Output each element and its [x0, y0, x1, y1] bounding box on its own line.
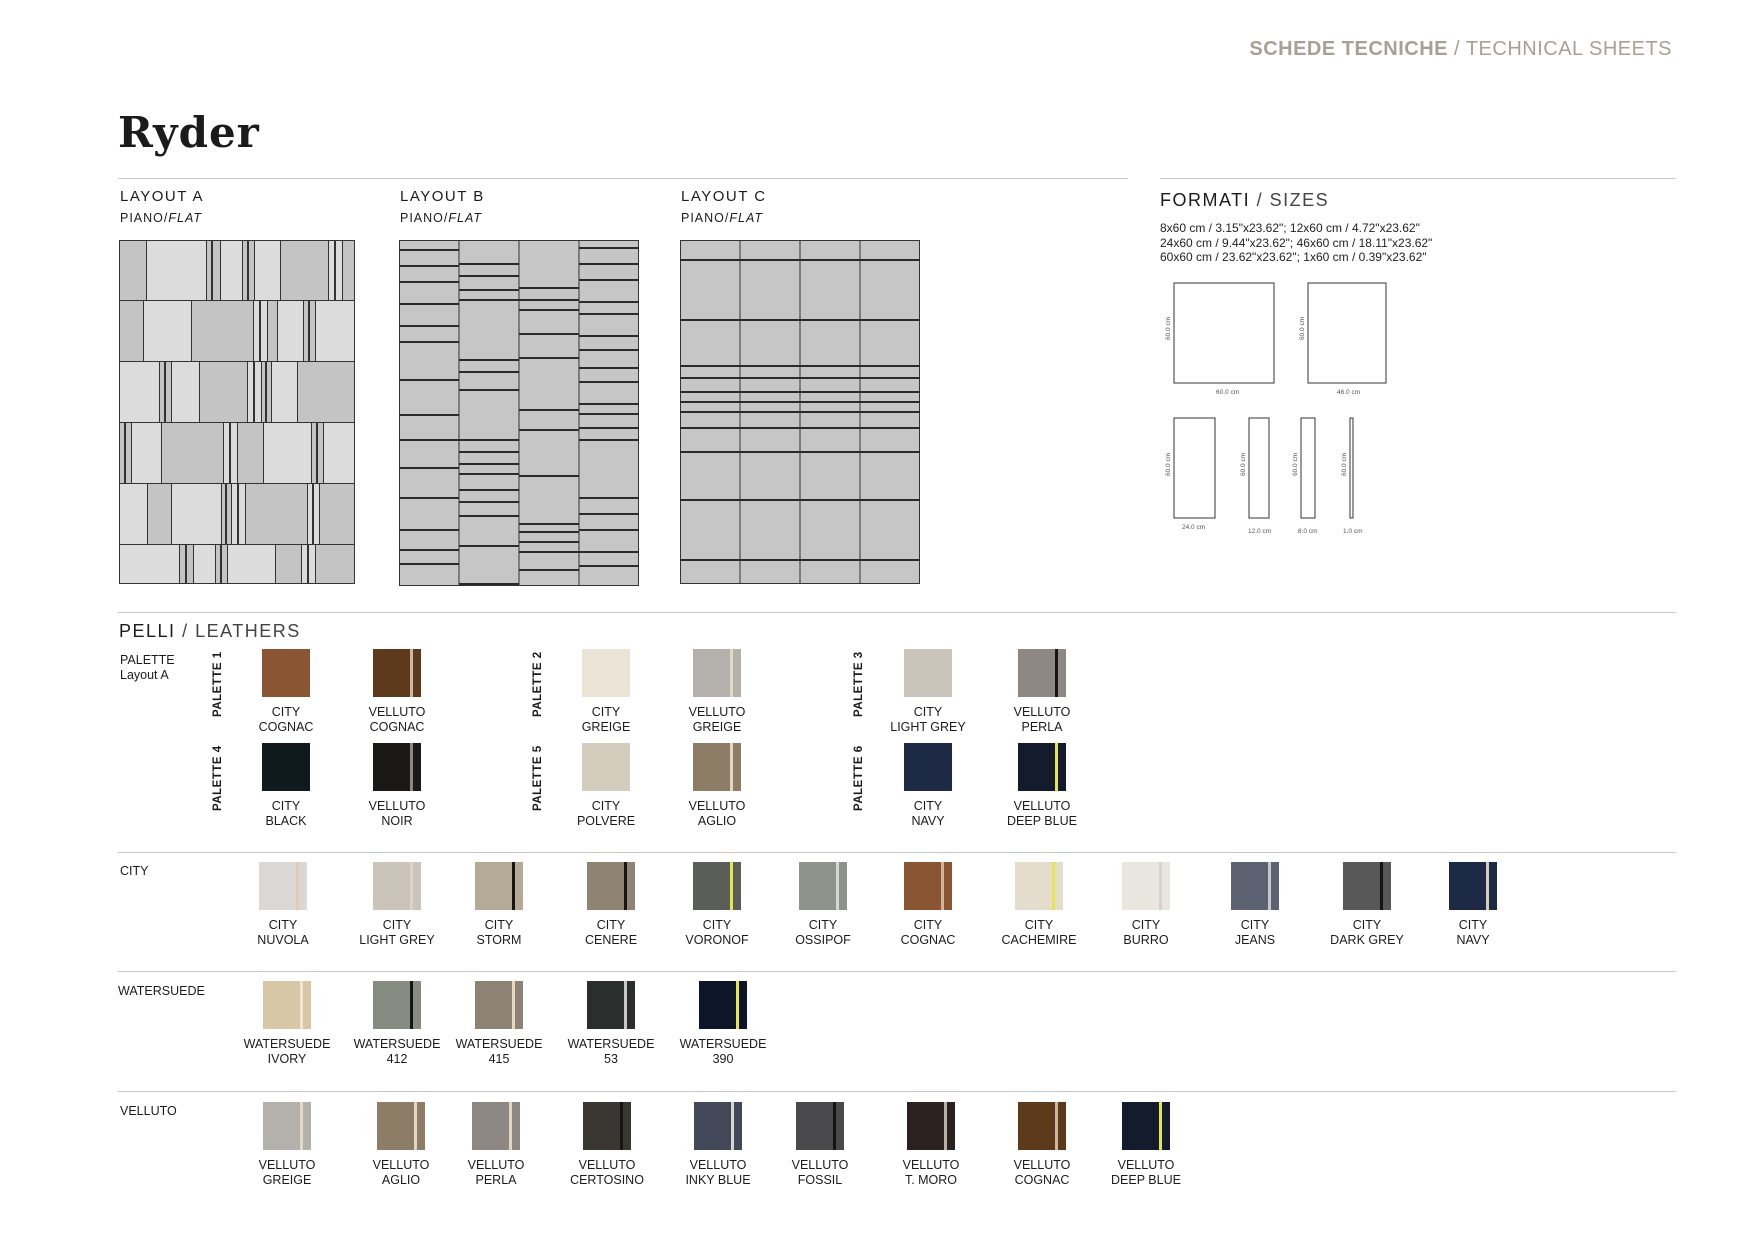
leather-swatch — [868, 743, 988, 829]
swatch-label — [546, 705, 666, 735]
swatch-label — [226, 799, 346, 829]
leather-swatch — [868, 649, 988, 735]
swatch-color — [373, 862, 421, 910]
swatch-color — [373, 743, 421, 791]
swatch-label-line1: CITY — [484, 918, 514, 932]
swatch-stripe — [1055, 743, 1058, 791]
leather-swatch — [439, 981, 559, 1067]
swatch-stripe — [836, 862, 839, 910]
palette-label-line: Layout A — [120, 668, 169, 682]
swatch-label-line2: GREIGE — [581, 720, 631, 734]
dim-label: 60.0 cm — [1165, 316, 1172, 340]
formats-top-rule — [1160, 178, 1676, 179]
swatch-stripe — [1268, 862, 1271, 910]
swatch-label — [657, 799, 777, 829]
header-title-light: TECHNICAL SHEETS — [1465, 38, 1672, 60]
swatch-label-line2: JEANS — [1234, 933, 1276, 947]
swatch-stripe — [1052, 862, 1055, 910]
leather-swatch — [979, 862, 1099, 948]
palette-label-line: PALETTE — [120, 653, 175, 667]
palette-label: PALETTE 6 — [853, 745, 865, 811]
header-title-bold: SCHEDE TECNICHE — [1249, 38, 1448, 60]
dim-label: 46.0 cm — [1337, 389, 1361, 396]
leathers-title — [119, 621, 301, 642]
leather-swatch — [546, 649, 666, 735]
swatch-color — [263, 1102, 311, 1150]
swatch-stripe — [1380, 862, 1383, 910]
swatch-stripe — [941, 862, 944, 910]
leather-swatch — [657, 862, 777, 948]
swatch-stripe — [300, 1102, 303, 1150]
layout-a-subtitle: PIANO/FLAT — [120, 211, 203, 225]
leather-swatch — [657, 743, 777, 829]
leathers-top-rule — [118, 612, 1676, 613]
swatch-label-line1: CITY — [1131, 918, 1161, 932]
swatch-label-line1: VELLUTO — [578, 1158, 636, 1172]
leather-swatch — [551, 981, 671, 1067]
swatch-color — [1449, 862, 1497, 910]
swatch-label — [1307, 918, 1427, 948]
leather-swatch — [982, 649, 1102, 735]
leather-swatch — [1307, 862, 1427, 948]
swatch-label — [439, 1037, 559, 1067]
swatch-label-line1: VELLUTO — [467, 1158, 525, 1172]
leather-swatch — [871, 1102, 991, 1188]
swatch-label — [547, 1158, 667, 1188]
swatch-label-line1: VELLUTO — [688, 705, 746, 719]
swatch-label — [979, 918, 1099, 948]
leather-swatch — [1195, 862, 1315, 948]
swatch-stripe — [410, 649, 413, 697]
swatch-label-line1: VELLUTO — [1117, 1158, 1175, 1172]
layout-c-title: LAYOUT C — [681, 188, 767, 205]
swatch-label — [871, 1158, 991, 1188]
swatch-label-line1: CITY — [271, 705, 301, 719]
dim-label: 60.0 cm — [1240, 452, 1247, 476]
swatch-label — [982, 799, 1102, 829]
swatch-label-line2: DEEP BLUE — [1007, 814, 1077, 828]
swatch-label-line2: NUVOLA — [257, 933, 309, 947]
swatch-stripe — [300, 981, 303, 1029]
swatch-color — [472, 1102, 520, 1150]
swatch-color — [694, 1102, 742, 1150]
swatch-color — [693, 649, 741, 697]
swatch-label — [1413, 918, 1533, 948]
swatch-label-line2: VORONOF — [685, 933, 749, 947]
swatch-label — [868, 799, 988, 829]
swatch-label-line2: 415 — [488, 1052, 510, 1066]
swatch-label — [657, 918, 777, 948]
city-top-rule — [118, 852, 1676, 853]
swatch-stripe — [512, 981, 515, 1029]
leather-swatch — [657, 649, 777, 735]
dim-label: 60.0 cm — [1292, 452, 1299, 476]
formats-list — [1160, 221, 1432, 265]
swatch-stripe — [731, 1102, 734, 1150]
swatch-label — [760, 1158, 880, 1188]
swatch-label — [763, 918, 883, 948]
swatch-stripe — [736, 981, 739, 1029]
swatch-stripe — [410, 862, 413, 910]
swatch-color — [1015, 862, 1063, 910]
layout-b-subtitle: PIANO/FLAT — [400, 211, 483, 225]
swatch-color — [796, 1102, 844, 1150]
swatch-label-line2: PERLA — [475, 1173, 517, 1187]
dim-label: 60.0 cm — [1299, 316, 1306, 340]
dim-label: 60.0 cm — [1165, 452, 1172, 476]
swatch-color — [1018, 743, 1066, 791]
palette-row-label — [120, 653, 175, 683]
layouts-top-rule — [118, 178, 1128, 179]
swatch-label-line1: VELLUTO — [368, 705, 426, 719]
swatch-label-line1: CITY — [1240, 918, 1270, 932]
swatch-label-line1: VELLUTO — [689, 1158, 747, 1172]
leathers-title-light: / LEATHERS — [182, 621, 301, 641]
palette-label: PALETTE 2 — [532, 651, 544, 717]
swatch-color — [1122, 1102, 1170, 1150]
leather-swatch — [868, 862, 988, 948]
swatch-label-line1: CITY — [271, 799, 301, 813]
header-title — [1249, 38, 1672, 61]
leather-swatch — [337, 649, 457, 735]
swatch-label — [337, 705, 457, 735]
swatch-label-line1: VELLUTO — [258, 1158, 316, 1172]
palette-label: PALETTE 5 — [532, 745, 544, 811]
layout-a-pattern — [119, 240, 355, 584]
leather-swatch — [663, 981, 783, 1067]
swatch-color — [693, 862, 741, 910]
palette-label: PALETTE 1 — [212, 651, 224, 717]
layout-b-pattern — [399, 240, 639, 586]
leather-swatch — [337, 743, 457, 829]
swatch-label-line1: VELLUTO — [1013, 1158, 1071, 1172]
swatch-color — [582, 649, 630, 697]
swatch-label — [227, 1037, 347, 1067]
swatch-label-line1: WATERSUEDE — [679, 1037, 767, 1051]
swatch-label-line2: 53 — [604, 1052, 618, 1066]
swatch-label-line1: CITY — [1352, 918, 1382, 932]
leather-swatch — [763, 862, 883, 948]
formats-title-light: / SIZES — [1256, 190, 1330, 210]
swatch-label — [868, 705, 988, 735]
swatch-stripe — [620, 1102, 623, 1150]
layout-a-header — [120, 188, 204, 225]
swatch-stripe — [410, 981, 413, 1029]
swatch-color — [262, 649, 310, 697]
swatch-label-line2: OSSIPOF — [795, 933, 851, 947]
swatch-label-line2: AGLIO — [381, 1173, 421, 1187]
swatch-color — [904, 743, 952, 791]
swatch-stripe — [1159, 862, 1162, 910]
swatch-label-line2: NAVY — [1456, 933, 1490, 947]
swatch-stripe — [730, 862, 733, 910]
swatch-label-line2: IVORY — [267, 1052, 307, 1066]
swatch-color — [262, 743, 310, 791]
leather-swatch — [227, 981, 347, 1067]
swatch-label-line2: GREIGE — [692, 720, 742, 734]
swatch-color — [259, 862, 307, 910]
swatch-stripe — [512, 862, 515, 910]
swatch-color — [907, 1102, 955, 1150]
swatch-label-line2: COGNAC — [900, 933, 956, 947]
swatch-stripe — [410, 743, 413, 791]
swatch-label-line1: VELLUTO — [791, 1158, 849, 1172]
swatch-label — [546, 799, 666, 829]
swatch-label-line1: CITY — [913, 799, 943, 813]
swatch-color — [1343, 862, 1391, 910]
format-line: 24x60 cm / 9.44"x23.62"; 46x60 cm / 18.11"x23.62" — [1160, 235, 1433, 250]
leather-swatch — [223, 862, 343, 948]
swatch-label-line2: NOIR — [381, 814, 413, 828]
swatch-stripe — [730, 649, 733, 697]
swatch-stripe — [944, 1102, 947, 1150]
swatch-label — [551, 1037, 671, 1067]
swatch-label-line1: CITY — [1024, 918, 1054, 932]
swatch-label-line1: VELLUTO — [372, 1158, 430, 1172]
swatch-label-line1: WATERSUEDE — [455, 1037, 543, 1051]
palette-label: PALETTE 3 — [853, 651, 865, 717]
swatch-label — [982, 1158, 1102, 1188]
swatch-label-line2: GREIGE — [262, 1173, 312, 1187]
swatch-label — [223, 918, 343, 948]
swatch-color — [263, 981, 311, 1029]
leather-swatch — [439, 862, 559, 948]
leather-swatch — [982, 1102, 1102, 1188]
swatch-stripe — [1159, 1102, 1162, 1150]
leather-swatch — [1086, 862, 1206, 948]
dim-label: 8.0 cm — [1298, 528, 1318, 535]
swatch-color — [582, 743, 630, 791]
layout-a-title: LAYOUT A — [120, 188, 204, 205]
swatch-stripe — [509, 1102, 512, 1150]
formats-title — [1160, 190, 1329, 211]
watersuede-top-rule — [118, 971, 1676, 972]
swatch-label-line2: DEEP BLUE — [1111, 1173, 1181, 1187]
swatch-label-line2: BURRO — [1123, 933, 1169, 947]
swatch-label-line2: LIGHT GREY — [890, 720, 966, 734]
swatch-label — [1195, 918, 1315, 948]
leather-swatch — [760, 1102, 880, 1188]
swatch-stripe — [730, 743, 733, 791]
swatch-label-line2: CACHEMIRE — [1001, 933, 1077, 947]
swatch-label-line1: VELLUTO — [1013, 799, 1071, 813]
header-separator: / — [1448, 38, 1466, 60]
layout-c-header — [681, 188, 767, 225]
layout-c-subtitle: PIANO/FLAT — [681, 211, 764, 225]
swatch-color — [1018, 649, 1066, 697]
swatch-stripe — [1055, 1102, 1058, 1150]
swatch-label-line2: INKY BLUE — [685, 1173, 751, 1187]
swatch-label-line1: WATERSUEDE — [243, 1037, 331, 1051]
leather-swatch — [551, 862, 671, 948]
swatch-label — [868, 918, 988, 948]
swatch-label-line2: DARK GREY — [1330, 933, 1404, 947]
swatch-stripe — [624, 981, 627, 1029]
leather-swatch — [1413, 862, 1533, 948]
leather-swatch — [226, 743, 346, 829]
swatch-label — [663, 1037, 783, 1067]
swatch-label-line1: CITY — [591, 705, 621, 719]
swatch-label — [1086, 1158, 1206, 1188]
dim-label: 60.0 cm — [1216, 389, 1240, 396]
leather-swatch — [436, 1102, 556, 1188]
palette-label: PALETTE 4 — [212, 745, 224, 811]
swatch-color — [1231, 862, 1279, 910]
swatch-color — [475, 981, 523, 1029]
row-label-velluto: VELLUTO — [120, 1104, 177, 1118]
swatch-stripe — [414, 1102, 417, 1150]
swatch-label-line1: CITY — [382, 918, 412, 932]
swatch-label-line2: POLVERE — [576, 814, 636, 828]
swatch-color — [904, 862, 952, 910]
leather-swatch — [226, 649, 346, 735]
formats-title-bold: FORMATI — [1160, 190, 1251, 210]
dim-label: 24.0 cm — [1182, 524, 1206, 531]
swatch-label — [227, 1158, 347, 1188]
swatch-label-line1: VELLUTO — [688, 799, 746, 813]
swatch-label-line2: BLACK — [265, 814, 307, 828]
swatch-label — [226, 705, 346, 735]
swatch-label-line2: COGNAC — [1014, 1173, 1070, 1187]
swatch-label — [982, 705, 1102, 735]
swatch-label-line2: CERTOSINO — [570, 1173, 644, 1187]
leathers-title-bold: PELLI — [119, 621, 176, 641]
swatch-stripe — [833, 1102, 836, 1150]
swatch-stripe — [1486, 862, 1489, 910]
swatch-label-line1: CITY — [268, 918, 298, 932]
swatch-label — [657, 705, 777, 735]
dim-label: 60.0 cm — [1341, 452, 1348, 476]
swatch-label — [551, 918, 671, 948]
swatch-label-line2: AGLIO — [697, 814, 737, 828]
velluto-top-rule — [118, 1091, 1676, 1092]
swatch-label-line2: COGNAC — [369, 720, 425, 734]
row-label-city: CITY — [120, 864, 149, 878]
product-name: Ryder — [118, 108, 260, 157]
swatch-label-line2: PERLA — [1021, 720, 1063, 734]
formats-drawing — [1160, 278, 1400, 538]
swatch-label — [436, 1158, 556, 1188]
swatch-label-line2: COGNAC — [258, 720, 314, 734]
swatch-color — [1018, 1102, 1066, 1150]
swatch-color — [904, 649, 952, 697]
swatch-label-line1: VELLUTO — [368, 799, 426, 813]
swatch-color — [373, 981, 421, 1029]
swatch-label-line2: CENERE — [584, 933, 638, 947]
format-line: 60x60 cm / 23.62"x23.62"; 1x60 cm / 0.39"x23.62" — [1160, 250, 1427, 264]
swatch-label-line1: VELLUTO — [1013, 705, 1071, 719]
swatch-label-line2: 412 — [386, 1052, 408, 1066]
layout-b-title: LAYOUT B — [400, 188, 485, 205]
swatch-label-line2: FOSSIL — [797, 1173, 843, 1187]
format-line: 8x60 cm / 3.15"x23.62"; 12x60 cm / 4.72"x23.62" — [1160, 221, 1420, 235]
swatch-label-line2: STORM — [476, 933, 522, 947]
swatch-stripe — [624, 862, 627, 910]
swatch-label-line1: VELLUTO — [902, 1158, 960, 1172]
swatch-color — [373, 649, 421, 697]
swatch-label-line1: CITY — [808, 918, 838, 932]
swatch-label-line1: WATERSUEDE — [353, 1037, 441, 1051]
dim-label: 1.0 cm — [1343, 528, 1363, 535]
swatch-label-line1: WATERSUEDE — [567, 1037, 655, 1051]
swatch-label-line2: NAVY — [911, 814, 945, 828]
swatch-stripe — [296, 862, 299, 910]
swatch-color — [587, 981, 635, 1029]
leather-swatch — [227, 1102, 347, 1188]
swatch-label-line1: CITY — [1458, 918, 1488, 932]
swatch-label — [337, 799, 457, 829]
layout-b-header — [400, 188, 485, 225]
layout-c-pattern — [680, 240, 920, 584]
swatch-color — [799, 862, 847, 910]
swatch-label-line1: CITY — [591, 799, 621, 813]
swatch-stripe — [1055, 649, 1058, 697]
swatch-label-line2: 390 — [712, 1052, 734, 1066]
swatch-color — [475, 862, 523, 910]
swatch-color — [587, 862, 635, 910]
swatch-color — [377, 1102, 425, 1150]
row-label-watersuede: WATERSUEDE — [118, 984, 205, 998]
dim-label: 12.0 cm — [1248, 528, 1272, 535]
swatch-color — [583, 1102, 631, 1150]
leather-swatch — [982, 743, 1102, 829]
swatch-label-line1: CITY — [596, 918, 626, 932]
swatch-label-line2: LIGHT GREY — [359, 933, 435, 947]
swatch-label-line1: CITY — [702, 918, 732, 932]
leather-swatch — [547, 1102, 667, 1188]
swatch-color — [699, 981, 747, 1029]
leather-swatch — [1086, 1102, 1206, 1188]
swatch-label — [1086, 918, 1206, 948]
swatch-color — [1122, 862, 1170, 910]
leather-swatch — [546, 743, 666, 829]
swatch-color — [693, 743, 741, 791]
swatch-label-line1: CITY — [913, 705, 943, 719]
swatch-label — [439, 918, 559, 948]
swatch-label-line2: T. MORO — [904, 1173, 958, 1187]
swatch-label-line1: CITY — [913, 918, 943, 932]
